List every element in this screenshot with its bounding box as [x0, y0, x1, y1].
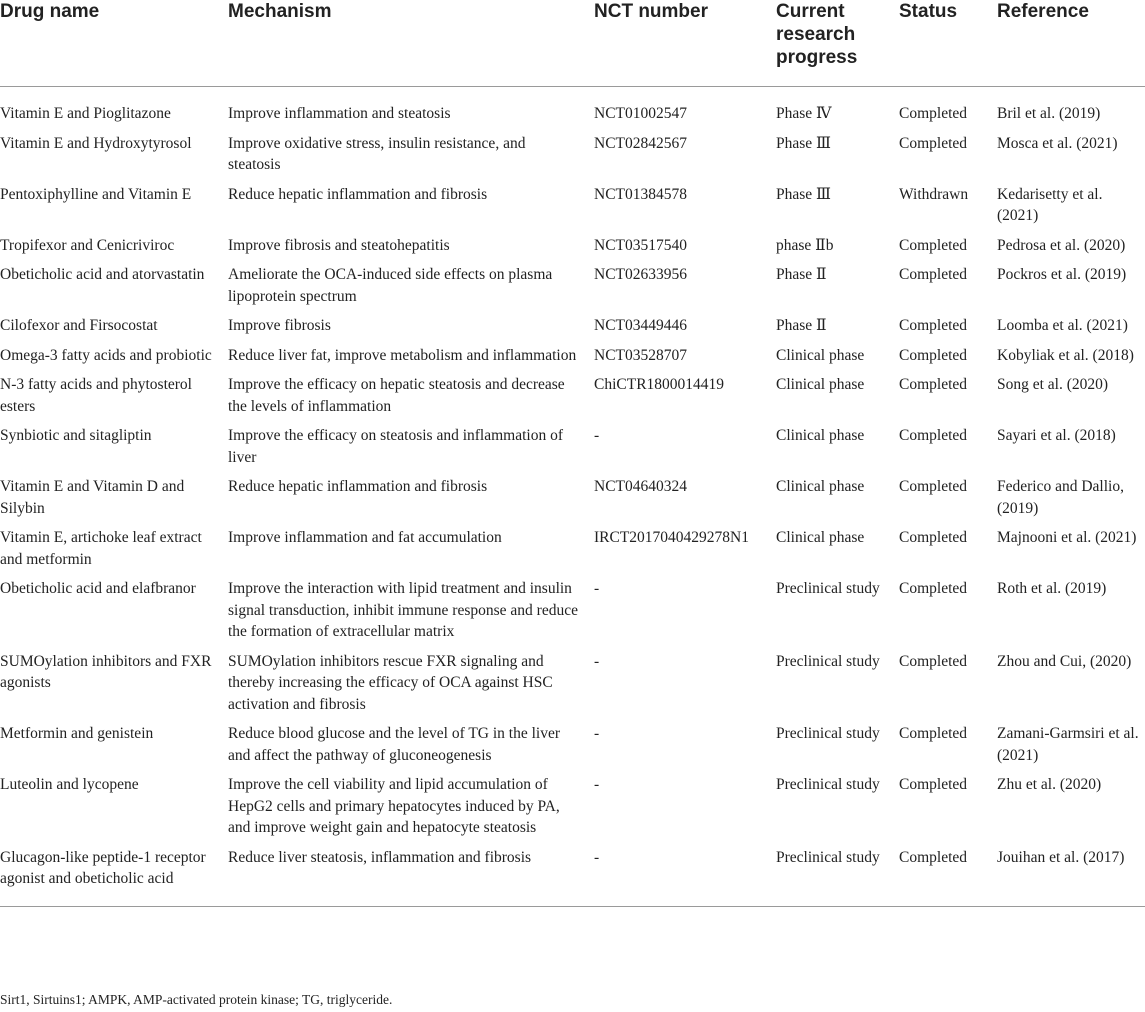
table-row: [0, 425, 1145, 476]
cell-drug-name: Vitamin E and Vitamin D and Silybin: [0, 478, 185, 517]
table-row: [0, 374, 1145, 425]
cell-reference: Zhou and Cui, (2020): [997, 652, 1132, 670]
cell-reference: Loomba et al. (2021): [997, 317, 1128, 334]
table-row: [0, 133, 1145, 184]
cell-mechanism: SUMOylation inhibitors rescue FXR signaling and thereby increasing the efficacy of OCA against HSC activation and fibrosis: [228, 652, 553, 713]
cell-reference: Majnooni et al. (2021): [997, 529, 1137, 546]
cell-mechanism: Improve fibrosis: [228, 317, 331, 334]
cell-drug-name: Vitamin E and Hydroxytyrosol: [0, 134, 192, 152]
cell-drug-name: N-3 fatty acids and phytosterol esters: [0, 376, 192, 415]
cell-drug-name: Vitamin E and Pioglitazone: [0, 105, 171, 122]
cell-research-progress: Phase Ⅳ: [776, 105, 832, 122]
cell-nct-number: ChiCTR1800014419: [594, 376, 725, 393]
cell-status: Withdrawn: [899, 185, 969, 203]
table-footnote: Sirt1, Sirtuins1; AMPK, AMP-activated protein kinase; TG, triglyceride.: [0, 992, 393, 1007]
cell-status: Completed: [899, 652, 968, 670]
cell-status: Completed: [899, 580, 968, 597]
cell-status: Completed: [899, 376, 968, 393]
cell-status: Completed: [899, 266, 968, 283]
cell-nct-number: -: [594, 725, 600, 742]
cell-status: Completed: [899, 105, 968, 122]
cell-mechanism: Improve the efficacy on hepatic steatosis and decrease the levels of inflammation: [228, 376, 565, 415]
table-row: [0, 315, 1145, 345]
cell-drug-name: Luteolin and lycopene: [0, 776, 139, 793]
cell-status: Completed: [899, 427, 968, 444]
cell-nct-number: NCT02633956: [594, 266, 687, 283]
cell-research-progress: Clinical phase: [776, 427, 865, 444]
cell-mechanism: Improve the efficacy on steatosis and inflammation of liver: [228, 427, 564, 466]
cell-status: Completed: [899, 478, 968, 495]
cell-reference: Bril et al. (2019): [997, 105, 1101, 122]
cell-nct-number: -: [594, 580, 600, 597]
cell-reference: Roth et al. (2019): [997, 580, 1107, 597]
cell-nct-number: IRCT2017040429278N1: [594, 529, 749, 546]
cell-mechanism: Improve the interaction with lipid treatment and insulin signal transduction, inhibit immune response and reduce the formation of extracellular matrix: [228, 580, 578, 640]
cell-research-progress: Preclinical study: [776, 725, 880, 742]
cell-reference: Sayari et al. (2018): [997, 427, 1116, 444]
cell-research-progress: Clinical phase: [776, 346, 865, 364]
cell-drug-name: Glucagon-like peptide-1 receptor agonist and obeticholic acid: [0, 847, 228, 907]
cell-drug-name: Cilofexor and Firsocostat: [0, 317, 158, 334]
cell-nct-number: NCT02842567: [594, 134, 687, 152]
cell-reference: Pockros et al. (2019): [997, 266, 1127, 283]
table-row: [0, 184, 1145, 235]
cell-research-progress: Clinical phase: [776, 529, 865, 546]
cell-reference: Pedrosa et al. (2020): [997, 236, 1126, 254]
table-row: [0, 651, 1145, 724]
cell-reference: Kedarisetty et al. (2021): [997, 185, 1103, 224]
cell-nct-number: NCT01384578: [594, 185, 687, 203]
header-nct-number: NCT number: [594, 0, 776, 87]
cell-mechanism: Improve oxidative stress, insulin resistance, and steatosis: [228, 134, 526, 173]
header-status: Status: [899, 0, 997, 87]
cell-mechanism: Reduce liver fat, improve metabolism and inflammation: [228, 346, 577, 364]
cell-status: Completed: [899, 346, 968, 364]
cell-status: Completed: [899, 776, 968, 793]
cell-status: Completed: [899, 236, 968, 254]
cell-reference: Zamani-Garmsiri et al. (2021): [997, 725, 1139, 764]
cell-research-progress: phase Ⅱb: [776, 236, 834, 254]
cell-nct-number: NCT01002547: [594, 105, 687, 122]
cell-drug-name: Omega-3 fatty acids and probiotic: [0, 346, 212, 364]
cell-drug-name: Synbiotic and sitagliptin: [0, 427, 152, 444]
table-row: [0, 723, 1145, 774]
table-row: [0, 774, 1145, 847]
cell-status: Completed: [899, 134, 968, 152]
cell-research-progress: Phase Ⅱ: [776, 317, 827, 334]
cell-nct-number: -: [594, 847, 776, 907]
cell-mechanism: Improve fibrosis and steatohepatitis: [228, 236, 450, 254]
cell-reference: Jouihan et al. (2017): [997, 847, 1145, 907]
cell-nct-number: NCT03517540: [594, 236, 687, 254]
cell-mechanism: Reduce blood glucose and the level of TG in the liver and affect the pathway of gluconeogenesis: [228, 725, 561, 764]
table-row: [0, 264, 1145, 315]
cell-mechanism: Reduce liver steatosis, inflammation and fibrosis: [228, 847, 594, 907]
cell-reference: Kobyliak et al. (2018): [997, 346, 1134, 364]
table-row: [0, 847, 1145, 907]
header-row: [0, 0, 1145, 87]
cell-nct-number: -: [594, 776, 600, 793]
cell-mechanism: Improve the cell viability and lipid accumulation of HepG2 cells and primary hepatocytes induced by PA, and improve weight gain and hepatocyte steatosis: [228, 776, 560, 836]
table-row: [0, 235, 1145, 265]
header-drug-name: Drug name: [0, 0, 228, 87]
cell-nct-number: NCT03528707: [594, 346, 687, 364]
cell-nct-number: -: [594, 427, 600, 444]
cell-research-progress: Phase Ⅱ: [776, 266, 827, 283]
header-reference: Reference: [997, 0, 1145, 87]
cell-drug-name: Obeticholic acid and atorvastatin: [0, 266, 205, 283]
table-row: [0, 527, 1145, 578]
cell-drug-name: SUMOylation inhibitors and FXR agonists: [0, 652, 212, 691]
cell-mechanism: Reduce hepatic inflammation and fibrosis: [228, 185, 488, 203]
cell-drug-name: Obeticholic acid and elafbranor: [0, 580, 196, 597]
cell-research-progress: Phase Ⅲ: [776, 134, 831, 152]
cell-mechanism: Improve inflammation and fat accumulation: [228, 529, 502, 546]
table-row: [0, 345, 1145, 375]
header-mechanism: Mechanism: [228, 0, 594, 87]
cell-reference: Mosca et al. (2021): [997, 134, 1118, 152]
cell-drug-name: Pentoxiphylline and Vitamin E: [0, 185, 192, 203]
table-row: [0, 476, 1145, 527]
cell-nct-number: -: [594, 652, 600, 670]
cell-status: Completed: [899, 725, 968, 742]
cell-research-progress: Preclinical study: [776, 652, 880, 670]
cell-research-progress: Phase Ⅲ: [776, 185, 831, 203]
cell-research-progress: Preclinical study: [776, 580, 880, 597]
cell-mechanism: Improve inflammation and steatosis: [228, 105, 451, 122]
cell-research-progress: Clinical phase: [776, 376, 865, 393]
cell-status: Completed: [899, 317, 968, 334]
cell-status: Completed: [899, 847, 997, 907]
cell-nct-number: NCT03449446: [594, 317, 687, 334]
cell-mechanism: Ameliorate the OCA-induced side effects on plasma lipoprotein spectrum: [228, 266, 553, 305]
cell-research-progress: Clinical phase: [776, 478, 865, 495]
table-row: [0, 578, 1145, 651]
cell-status: Completed: [899, 529, 968, 546]
cell-reference: Federico and Dallio, (2019): [997, 478, 1124, 517]
cell-reference: Song et al. (2020): [997, 376, 1109, 393]
cell-research-progress: Preclinical study: [776, 776, 880, 793]
header-research-progress: Current research progress: [776, 0, 899, 87]
cell-research-progress: Preclinical study: [776, 847, 899, 907]
table-row: [0, 87, 1145, 133]
cell-mechanism: Reduce hepatic inflammation and fibrosis: [228, 478, 488, 495]
cell-reference: Zhu et al. (2020): [997, 776, 1102, 793]
cell-drug-name: Tropifexor and Cenicriviroc: [0, 236, 175, 254]
cell-drug-name: Vitamin E, artichoke leaf extract and metformin: [0, 529, 202, 568]
cell-nct-number: NCT04640324: [594, 478, 687, 495]
cell-drug-name: Metformin and genistein: [0, 725, 154, 742]
